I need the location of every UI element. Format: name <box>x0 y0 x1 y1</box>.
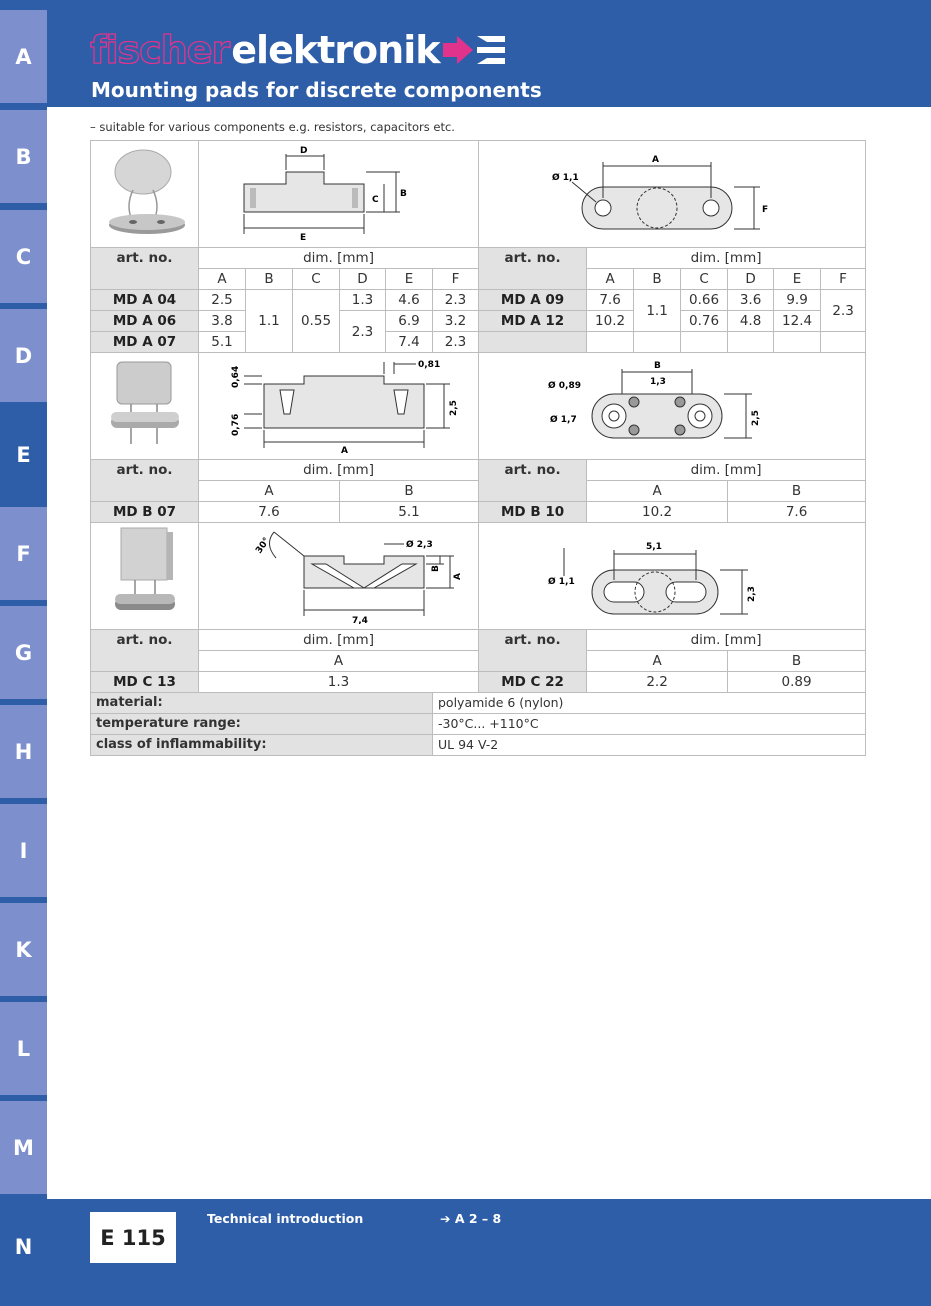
dim-13: 1,3 <box>650 377 667 387</box>
page-title: Mounting pads for discrete components <box>91 78 542 102</box>
art-no-cell: MD C 22 <box>479 672 587 693</box>
col-header: A <box>199 481 340 502</box>
col-header: B <box>340 481 479 502</box>
inflammability-value: UL 94 V-2 <box>433 735 866 756</box>
col-header: E <box>386 269 433 290</box>
empty-cell <box>587 332 634 353</box>
value-cell: 1.3 <box>340 290 386 311</box>
tab-e[interactable]: E <box>0 408 47 501</box>
col-header: C <box>293 269 340 290</box>
tab-b[interactable]: B <box>0 110 47 203</box>
col-header: F <box>433 269 479 290</box>
dim-23: 2,3 <box>747 586 758 602</box>
value-cell: 0.76 <box>681 311 728 332</box>
drawing-c-profile <box>204 524 474 624</box>
value-cell: 5.1 <box>340 502 479 523</box>
sidebar <box>0 0 47 1306</box>
col-header: B <box>728 651 866 672</box>
value-cell: 10.2 <box>587 311 634 332</box>
material-value: polyamide 6 (nylon) <box>433 693 866 714</box>
col-header: B <box>634 269 681 290</box>
col-header: C <box>681 269 728 290</box>
drawing-cell-b-top <box>479 353 866 460</box>
value-cell: 10.2 <box>587 502 728 523</box>
art-no-cell: MD A 07 <box>91 332 199 353</box>
footer-ref[interactable]: ➔ A 2 – 8 <box>440 1211 502 1226</box>
value-cell: 3.2 <box>433 311 479 332</box>
drawing-cell-a-top <box>479 141 866 248</box>
tab-i[interactable]: I <box>0 804 47 897</box>
value-cell: 7.6 <box>728 502 866 523</box>
value-cell: 1.3 <box>199 672 479 693</box>
tab-n[interactable]: N <box>0 1200 47 1293</box>
temperature-label: temperature range: <box>91 714 433 735</box>
col-header: A <box>587 651 728 672</box>
dim-081: 0,81 <box>417 360 440 370</box>
value-cell: 0.66 <box>681 290 728 311</box>
component-photo-a <box>95 142 195 242</box>
art-header-c-left: art. no. <box>91 630 199 672</box>
value-cell: 9.9 <box>774 290 821 311</box>
brand-part2: elektronik <box>231 28 440 72</box>
dim-25: 2,5 <box>751 410 762 426</box>
drawing-cell-a-profile <box>199 141 479 248</box>
drawing-b-top <box>522 354 822 454</box>
tab-g[interactable]: G <box>0 606 47 699</box>
empty-cell <box>479 332 587 353</box>
component-photo-c <box>95 524 195 624</box>
value-cell: 3.6 <box>728 290 774 311</box>
spec-table <box>90 140 866 756</box>
tab-d[interactable]: D <box>0 309 47 402</box>
art-header-b-left: art. no. <box>91 460 199 502</box>
value-cell: 5.1 <box>199 332 246 353</box>
dim-f: F <box>762 205 769 215</box>
dim-hole: Ø 2,3 <box>405 540 433 550</box>
value-cell: 1.1 <box>246 290 293 353</box>
col-header: A <box>587 269 634 290</box>
inflammability-label: class of inflammability: <box>91 735 433 756</box>
dim-header-a-left: dim. [mm] <box>199 248 479 269</box>
value-cell: 6.9 <box>386 311 433 332</box>
drawing-cell-c-top <box>479 523 866 630</box>
col-header: F <box>821 269 866 290</box>
dim-hole-small: Ø 0,89 <box>548 381 582 391</box>
art-header-b-right: art. no. <box>479 460 587 502</box>
value-cell: 7.4 <box>386 332 433 353</box>
drawing-cell-c-profile <box>199 523 479 630</box>
tab-a[interactable]: A <box>0 10 47 103</box>
drawing-a-profile <box>204 142 474 242</box>
dim-b: B <box>430 565 441 572</box>
value-cell: 2.2 <box>587 672 728 693</box>
dim-064: 0,64 <box>230 365 241 388</box>
dim-74: 7,4 <box>351 616 368 624</box>
dim-hole: Ø 1,1 <box>548 577 575 587</box>
dim-header-a-right: dim. [mm] <box>587 248 866 269</box>
art-no-cell: MD B 10 <box>479 502 587 523</box>
col-header: A <box>199 651 479 672</box>
drawing-b-profile <box>204 354 474 454</box>
drawing-a-top <box>522 142 822 242</box>
tab-c[interactable]: C <box>0 210 47 303</box>
photo-cell-b <box>91 353 199 460</box>
art-header-a-right: art. no. <box>479 248 587 290</box>
col-header: D <box>340 269 386 290</box>
col-header: B <box>246 269 293 290</box>
empty-cell <box>728 332 774 353</box>
value-cell: 3.8 <box>199 311 246 332</box>
empty-cell <box>821 332 866 353</box>
dim-a: A <box>340 446 348 454</box>
dim-25: 2,5 <box>448 400 459 416</box>
value-cell: 4.8 <box>728 311 774 332</box>
value-cell: 1.1 <box>634 290 681 332</box>
value-cell: 2.3 <box>821 290 866 332</box>
value-cell: 4.6 <box>386 290 433 311</box>
empty-cell <box>774 332 821 353</box>
col-header: D <box>728 269 774 290</box>
dim-a: A <box>452 573 463 580</box>
art-no-cell: MD A 04 <box>91 290 199 311</box>
dim-header-c-right: dim. [mm] <box>587 630 866 651</box>
brand-arrow-icon <box>443 33 505 67</box>
empty-cell <box>634 332 681 353</box>
value-cell: 2.3 <box>433 290 479 311</box>
art-no-cell: MD A 12 <box>479 311 587 332</box>
dim-hole-large: Ø 1,7 <box>550 415 577 425</box>
dim-51: 5,1 <box>646 542 663 552</box>
dim-e: E <box>299 233 306 242</box>
dim-header-b-left: dim. [mm] <box>199 460 479 481</box>
tab-h[interactable]: H <box>0 705 47 798</box>
dim-header-b-right: dim. [mm] <box>587 460 866 481</box>
brand-part1: fischer <box>90 28 230 72</box>
col-header: A <box>587 481 728 502</box>
intro-text: – suitable for various components e.g. resistors, capacitors etc. <box>90 120 455 134</box>
tab-m[interactable]: M <box>0 1101 47 1194</box>
value-cell: 7.6 <box>199 502 340 523</box>
value-cell: 0.89 <box>728 672 866 693</box>
footer-link[interactable]: Technical introduction <box>207 1211 364 1226</box>
value-cell: 12.4 <box>774 311 821 332</box>
empty-cell <box>681 332 728 353</box>
art-no-cell: MD C 13 <box>91 672 199 693</box>
temperature-value: -30°C... +110°C <box>433 714 866 735</box>
spec-sheet <box>90 140 866 756</box>
art-no-cell: MD B 07 <box>91 502 199 523</box>
value-cell: 2.3 <box>340 311 386 353</box>
col-header: B <box>728 481 866 502</box>
value-cell: 2.3 <box>433 332 479 353</box>
photo-cell-a <box>91 141 199 248</box>
value-cell: 0.55 <box>293 290 340 353</box>
dim-hole: Ø 1,1 <box>552 173 579 183</box>
drawing-c-top <box>522 524 822 624</box>
art-header-a-left: art. no. <box>91 248 199 290</box>
material-label: material: <box>91 693 433 714</box>
dim-header-c-left: dim. [mm] <box>199 630 479 651</box>
dim-076: 0,76 <box>230 413 241 436</box>
art-no-cell: MD A 06 <box>91 311 199 332</box>
tab-l[interactable]: L <box>0 1002 47 1095</box>
col-header: A <box>199 269 246 290</box>
art-no-cell: MD A 09 <box>479 290 587 311</box>
brand-logo <box>90 30 505 70</box>
tab-f[interactable]: F <box>0 507 47 600</box>
dim-b: B <box>399 189 407 199</box>
art-header-c-right: art. no. <box>479 630 587 672</box>
col-header: E <box>774 269 821 290</box>
photo-cell-c <box>91 523 199 630</box>
dim-a: A <box>652 155 660 165</box>
dim-d: D <box>299 146 308 156</box>
dim-angle: 30° <box>253 536 272 556</box>
drawing-cell-b-profile <box>199 353 479 460</box>
value-cell: 2.5 <box>199 290 246 311</box>
value-cell: 7.6 <box>587 290 634 311</box>
dim-c: C <box>371 195 379 205</box>
component-photo-b <box>95 354 195 454</box>
tab-k[interactable]: K <box>0 903 47 996</box>
dim-b: B <box>654 361 661 371</box>
page-number: E 115 <box>90 1212 176 1263</box>
